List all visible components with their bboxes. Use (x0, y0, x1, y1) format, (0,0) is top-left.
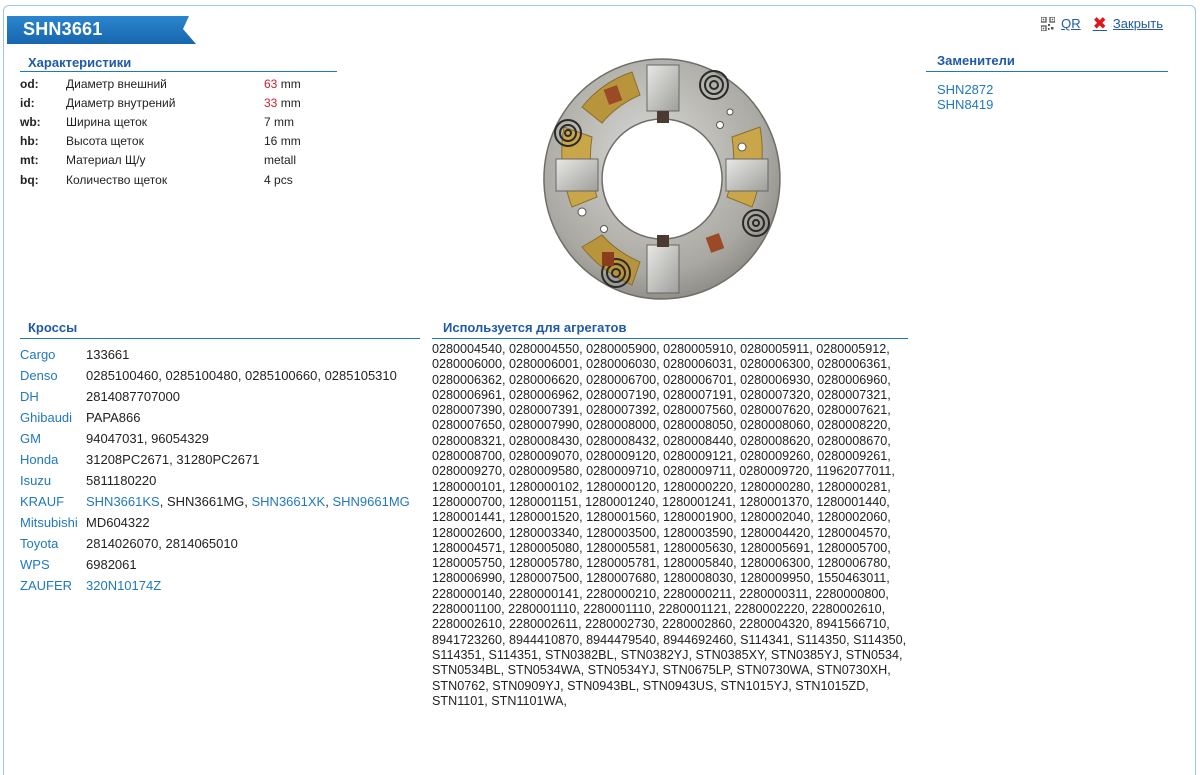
spec-number: 7 (264, 114, 271, 129)
qr-label: QR (1061, 16, 1081, 31)
spec-name: Материал Щ/у (66, 153, 146, 168)
spec-value (264, 74, 301, 93)
specs-divider (20, 71, 337, 72)
cross-part-numbers (86, 386, 426, 407)
spec-number: 63 (264, 76, 278, 91)
cross-heading: Кроссы (28, 320, 78, 335)
spec-number: 33 (264, 95, 278, 110)
cross-brand-link[interactable]: Mitsubishi (20, 514, 78, 530)
substitute-link-shn8419[interactable]: SHN8419 (937, 97, 994, 112)
product-image (542, 57, 782, 302)
spec-value (264, 170, 301, 189)
cross-part-numbers (86, 449, 426, 470)
cross-row (20, 512, 426, 533)
cross-part-numbers (86, 554, 426, 575)
cross-part-text: 6982061 (86, 556, 137, 572)
usage-heading: Используется для агрегатов (443, 320, 627, 335)
cross-part-link[interactable]: 320N10174Z (86, 577, 162, 593)
cross-part-link[interactable]: SHN9661MG (332, 493, 410, 509)
cross-part-text: , (325, 493, 333, 509)
cross-row (20, 386, 426, 407)
cross-part-numbers (86, 512, 426, 533)
spec-row (20, 132, 301, 151)
cross-part-text: , (159, 493, 167, 509)
usage-divider (432, 338, 908, 339)
cross-row (20, 365, 426, 386)
spec-row (20, 112, 301, 131)
substitutes-divider (926, 71, 1168, 72)
specs-table (20, 74, 301, 189)
spec-name: Количество щеток (66, 172, 168, 187)
spec-row (20, 93, 301, 112)
spec-code: od: (20, 76, 39, 91)
spec-code: hb: (20, 134, 39, 149)
qr-code-icon (1041, 17, 1055, 31)
cross-part-text: 31208PC2671, 31280PC2671 (86, 451, 260, 467)
page-title: SHN3661 (23, 19, 103, 39)
close-label: Закрыть (1112, 16, 1163, 31)
spec-value (264, 112, 301, 131)
spec-code: bq: (20, 172, 39, 187)
specs-heading: Характеристики (28, 55, 132, 70)
spec-number: metall (264, 153, 297, 168)
cross-row (20, 407, 426, 428)
spec-row (20, 151, 301, 170)
cross-part-text: SHN3661MG (166, 493, 245, 509)
spec-unit: mm (270, 114, 295, 129)
cross-brand-link[interactable]: DH (20, 388, 39, 404)
cross-table (20, 344, 426, 596)
cross-row (20, 491, 426, 512)
cross-part-link[interactable]: SHN3661XK (251, 493, 326, 509)
spec-unit: mm (277, 95, 301, 110)
spec-name: Диаметр внешний (66, 76, 167, 91)
cross-brand-link[interactable]: Isuzu (20, 472, 52, 488)
substitutes-heading: Заменители (937, 53, 1015, 68)
spec-code: wb: (20, 114, 41, 129)
spec-code: id: (20, 95, 35, 110)
cross-part-numbers (86, 491, 426, 512)
cross-part-text: 2814026070, 2814065010 (86, 535, 238, 551)
title-tab (7, 16, 196, 44)
spec-value (264, 151, 301, 170)
cross-part-text: 5811180220 (86, 472, 157, 488)
cross-brand-link[interactable]: Toyota (20, 535, 59, 551)
usage-part-numbers: 0280004540, 0280004550, 0280005900, 0280005910, 0280005911, 0280005912, 0280006000, 0280006001, 0280006030, 0280006031, 0280006300, 0280006361, 0280006362, 0280006620, 0280006700, 0280006701, 0280006930, 0280006960, 0280006961, 0280006962, 0280007190, 0280007191, 0280007320, 0280007321, 0280007390, 0280007391, 0280007392, 0280007560, 0280007620, 0280007621, 0280007650, 0280007990, 0280008000, 0280008050, 0280008060, 0280008220, 0280008321, 0280008430, 0280008432, 0280008440, 0280008620, 0280008670, 0280008700, 0280009070, 0280009120, 0280009121, 0280009260, 0280009261, 0280009270, 0280009580, 0280009710, 0280009711, 0280009720, 11962077011, 1280000101, 1280000102, 1280000120, 1280000220, 1280000280, 1280000281, 1280000700, 1280001151, 1280001240, 1280001241, 1280001370, 1280001440, 1280001441, 1280001520, 1280001560, 1280001900, 1280002040, 1280002060, 1280002600, 1280003340, 1280003500, 1280003590, 1280004420, 1280004570, 1280004571, 1280005080, 1280005581, 1280005630, 1280005691, 1280005700, 1280005750, 1280005780, 1280005781, 1280005840, 1280006300, 1280006780, 1280006990, 1280007500, 1280007680, 1280008030, 1280009950, 1550463011, 2280000140, 2280000141, 2280000210, 2280000211, 2280000311, 2280000800, 2280001100, 2280001110, 2280001110, 2280001121, 2280002220, 2280002610, 2280002610, 2280002611, 2280002730, 2280002860, 2280004320, 8941566710, 8941723260, 8944410870, 8944479540, 8944692460, S114341, S114350, S114350, S114351, S114351, STN0382BL, STN0382YJ, STN0385XY, STN0385YJ, STN0534, STN0534BL, STN0534WA, STN0534YJ, STN0675LP, STN0730WA, STN0730XH, STN0762, STN0909YJ, STN0943BL, STN0943US, STN1015YJ, STN1015ZD, STN1101, STN1101WA, (432, 342, 907, 708)
cross-brand-link[interactable]: Cargo (20, 346, 56, 362)
spec-name: Высота щеток (66, 134, 144, 149)
cross-part-numbers (86, 470, 426, 491)
cross-part-text: MD604322 (86, 514, 150, 530)
cross-row (20, 449, 426, 470)
cross-part-text: 0285100460, 0285100480, 0285100660, 0285105310 (86, 367, 397, 383)
cross-brand-link[interactable]: WPS (20, 556, 50, 572)
cross-brand-link[interactable]: Honda (20, 451, 59, 467)
cross-row (20, 554, 426, 575)
spec-code: mt: (20, 153, 39, 168)
substitute-link-shn2872[interactable]: SHN2872 (937, 82, 994, 97)
cross-brand-link[interactable]: KRAUF (20, 493, 65, 509)
spec-number: 4 (264, 172, 271, 187)
cross-brand-link[interactable]: ZAUFER (20, 577, 72, 593)
substitutes-list (937, 82, 993, 112)
cross-part-numbers (86, 344, 426, 365)
spec-name: Ширина щеток (66, 114, 148, 129)
spec-row (20, 74, 301, 93)
spec-number: 16 (264, 134, 278, 149)
cross-divider (20, 338, 420, 339)
cross-row (20, 575, 426, 596)
cross-part-numbers (86, 533, 426, 554)
spec-unit: pcs (270, 172, 293, 187)
qr-link[interactable] (1041, 16, 1081, 31)
cross-row (20, 533, 426, 554)
cross-part-text: 94047031, 96054329 (86, 430, 209, 446)
cross-part-numbers (86, 365, 426, 386)
spec-row (20, 170, 301, 189)
spec-value (264, 132, 301, 151)
close-link[interactable] (1093, 15, 1163, 32)
cross-row (20, 428, 426, 449)
cross-part-text: PAPA866 (86, 409, 141, 425)
cross-row (20, 470, 426, 491)
cross-brand-link[interactable]: GM (20, 430, 41, 446)
cross-part-numbers (86, 407, 426, 428)
spec-name: Диаметр внутрений (66, 95, 176, 110)
close-icon: ✖ (1092, 14, 1107, 33)
cross-row (20, 344, 426, 365)
spec-value (264, 93, 301, 112)
cross-part-text: 2814087707000 (86, 388, 180, 404)
cross-part-text: 133661 (86, 346, 130, 362)
cross-brand-link[interactable]: Ghibaudi (20, 409, 73, 425)
cross-part-numbers (86, 428, 426, 449)
cross-part-numbers (86, 575, 426, 596)
cross-part-text: , (244, 493, 252, 509)
top-actions (1041, 15, 1163, 32)
cross-part-link[interactable]: SHN3661KS (86, 493, 160, 509)
spec-unit: mm (277, 76, 301, 91)
spec-unit: mm (277, 134, 301, 149)
cross-brand-link[interactable]: Denso (20, 367, 58, 383)
